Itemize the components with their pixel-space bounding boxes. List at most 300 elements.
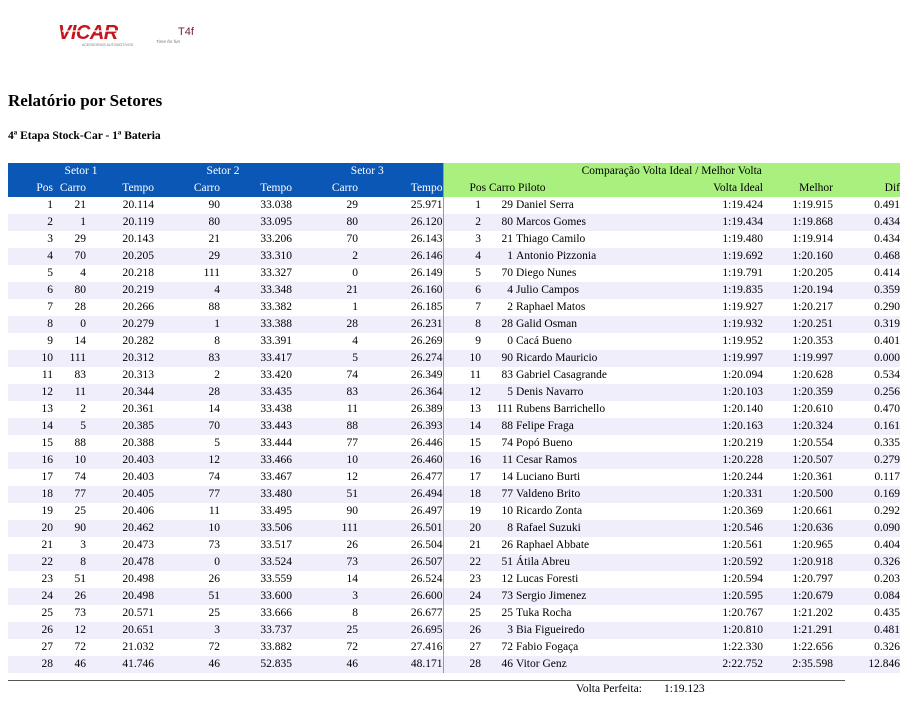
cell-dif: 0.404 bbox=[874, 539, 900, 551]
cell-cmp-carro: 21 bbox=[501, 233, 513, 245]
cell-melhor: 1:20.500 bbox=[763, 486, 833, 503]
cell-volta-ideal: 1:19.692 bbox=[658, 248, 763, 265]
cell-pos: 3 bbox=[47, 233, 53, 245]
cell-setor3-carro: 1 bbox=[352, 301, 358, 313]
cell-setor2-tempo: 33.206 bbox=[260, 233, 292, 245]
cell-cmp-carro: 10 bbox=[501, 505, 513, 517]
cell-setor1-tempo: 20.462 bbox=[86, 520, 154, 537]
cell-cmp-pos: 7 bbox=[443, 299, 481, 316]
table-row bbox=[8, 197, 900, 214]
col-melhor: Melhor bbox=[763, 180, 833, 197]
cell-cmp-piloto: Cesar Ramos bbox=[513, 452, 658, 469]
cell-pos: 14 bbox=[8, 418, 53, 435]
cell-cmp-carro: 28 bbox=[481, 316, 513, 333]
cell-melhor: 1:19.868 bbox=[763, 214, 833, 231]
cell-volta-ideal: 1:19.835 bbox=[658, 282, 763, 299]
svg-text:ACESSORIOS AUTOMOTIVOS: ACESSORIOS AUTOMOTIVOS bbox=[82, 43, 134, 47]
cell-setor2-carro: 46 bbox=[154, 656, 220, 673]
cell-setor1-carro: 25 bbox=[74, 505, 86, 517]
cell-setor1-carro: 73 bbox=[74, 607, 86, 619]
cell-setor3-tempo: 26.149 bbox=[410, 267, 443, 279]
cell-setor1-tempo: 20.405 bbox=[86, 486, 154, 503]
cell-volta-ideal: 1:19.927 bbox=[722, 301, 763, 313]
cell-setor3-carro: 0 bbox=[352, 267, 358, 279]
cell-cmp-piloto: Rubens Barrichello bbox=[516, 403, 606, 415]
cell-cmp-carro: 90 bbox=[481, 350, 513, 367]
cell-cmp-carro: 72 bbox=[501, 641, 513, 653]
cell-setor1-carro: 77 bbox=[53, 486, 86, 503]
cell-dif: 0.319 bbox=[833, 316, 900, 333]
cell-dif: 0.491 bbox=[874, 199, 900, 211]
cell-setor3-tempo: 26.460 bbox=[358, 452, 443, 469]
cell-setor3-carro: 12 bbox=[346, 471, 358, 483]
table-row bbox=[8, 316, 900, 333]
cell-cmp-carro: 73 bbox=[481, 588, 513, 605]
cell-setor2-tempo: 33.382 bbox=[260, 301, 292, 313]
cell-setor3-carro: 83 bbox=[292, 384, 358, 401]
cell-cmp-pos: 23 bbox=[443, 571, 481, 588]
cell-cmp-pos: 12 bbox=[443, 384, 481, 401]
cell-volta-ideal: 1:19.480 bbox=[722, 233, 763, 245]
cell-volta-ideal: 1:20.094 bbox=[722, 369, 763, 381]
cell-volta-ideal: 1:20.595 bbox=[658, 588, 763, 605]
cell-setor1-tempo: 20.498 bbox=[86, 588, 154, 605]
cell-setor3-tempo: 26.364 bbox=[358, 384, 443, 401]
cell-cmp-piloto: Galid Osman bbox=[513, 316, 658, 333]
cell-setor3-tempo: 26.501 bbox=[358, 520, 443, 537]
cell-cmp-carro: 70 bbox=[501, 267, 513, 279]
cell-dif: 0.090 bbox=[833, 520, 900, 537]
table-row bbox=[8, 469, 900, 486]
cell-setor2-tempo: 33.435 bbox=[220, 384, 292, 401]
cell-cmp-piloto: Gabriel Casagrande bbox=[516, 369, 608, 381]
column-header-row bbox=[8, 180, 900, 197]
setor2-header: Setor 2 bbox=[154, 163, 292, 180]
cell-cmp-pos: 9 bbox=[443, 333, 481, 350]
cell-volta-ideal: 1:20.592 bbox=[658, 554, 763, 571]
cell-cmp-piloto: Átila Abreu bbox=[513, 554, 658, 571]
cell-setor1-carro: 1 bbox=[53, 214, 86, 231]
cell-melhor: 1:20.205 bbox=[792, 267, 833, 279]
cell-cmp-pos: 27 bbox=[443, 639, 481, 656]
cell-setor1-tempo: 20.312 bbox=[86, 350, 154, 367]
cell-cmp-pos: 8 bbox=[443, 316, 481, 333]
cell-dif: 0.203 bbox=[874, 573, 900, 585]
cell-melhor: 1:20.251 bbox=[763, 316, 833, 333]
cell-cmp-pos: 28 bbox=[443, 656, 481, 673]
cell-cmp-piloto: Raphael Matos bbox=[516, 301, 586, 313]
cell-volta-ideal: 1:20.546 bbox=[658, 520, 763, 537]
cell-pos: 15 bbox=[41, 437, 53, 449]
cell-pos: 27 bbox=[41, 641, 53, 653]
cell-setor3-tempo: 26.274 bbox=[358, 350, 443, 367]
cell-setor3-tempo: 26.504 bbox=[410, 539, 443, 551]
col-carro3: Carro bbox=[292, 180, 358, 197]
cell-volta-ideal: 1:20.219 bbox=[722, 437, 763, 449]
cell-cmp-carro: 4 bbox=[481, 282, 513, 299]
cell-pos: 21 bbox=[41, 539, 53, 551]
cell-dif: 0.481 bbox=[833, 622, 900, 639]
cell-dif: 0.169 bbox=[833, 486, 900, 503]
cell-cmp-pos: 18 bbox=[443, 486, 481, 503]
cell-pos: 17 bbox=[41, 471, 53, 483]
cell-volta-ideal: 1:20.810 bbox=[658, 622, 763, 639]
cell-cmp-carro: 111 bbox=[496, 403, 513, 415]
table-row bbox=[8, 384, 900, 401]
cell-setor3-tempo: 26.524 bbox=[410, 573, 443, 585]
cell-pos: 26 bbox=[8, 622, 53, 639]
cell-pos: 19 bbox=[41, 505, 53, 517]
cell-setor1-carro: 80 bbox=[53, 282, 86, 299]
cell-cmp-carro: 88 bbox=[481, 418, 513, 435]
cell-setor3-tempo: 48.171 bbox=[358, 656, 443, 673]
cell-setor1-tempo: 20.218 bbox=[122, 267, 154, 279]
cell-dif: 0.117 bbox=[874, 471, 900, 483]
cell-cmp-piloto: Thiago Camilo bbox=[516, 233, 586, 245]
table-row bbox=[8, 503, 900, 520]
cell-melhor: 1:19.914 bbox=[792, 233, 833, 245]
cell-setor2-carro: 90 bbox=[208, 199, 220, 211]
table-row bbox=[8, 401, 900, 418]
cell-volta-ideal: 1:20.244 bbox=[722, 471, 763, 483]
cell-cmp-pos: 2 bbox=[443, 214, 481, 231]
cell-setor2-tempo: 33.310 bbox=[220, 248, 292, 265]
cell-cmp-piloto: Diego Nunes bbox=[516, 267, 577, 279]
cell-setor2-carro: 26 bbox=[208, 573, 220, 585]
cell-setor1-carro: 8 bbox=[53, 554, 86, 571]
cell-cmp-piloto: Vitor Genz bbox=[513, 656, 658, 673]
cell-setor1-tempo: 20.344 bbox=[86, 384, 154, 401]
cell-cmp-pos: 10 bbox=[443, 350, 481, 367]
cell-dif: 0.161 bbox=[833, 418, 900, 435]
cell-cmp-carro: 1 bbox=[481, 248, 513, 265]
cell-setor1-carro: 26 bbox=[53, 588, 86, 605]
table-row bbox=[8, 418, 900, 435]
cell-cmp-carro: 3 bbox=[481, 622, 513, 639]
cell-setor2-tempo: 33.095 bbox=[220, 214, 292, 231]
cell-setor1-tempo: 20.478 bbox=[86, 554, 154, 571]
table-row bbox=[8, 588, 900, 605]
comparison-header: Comparação Volta Ideal / Melhor Volta bbox=[443, 163, 900, 180]
cell-cmp-piloto: Fabio Fogaça bbox=[516, 641, 579, 653]
cell-melhor: 1:20.361 bbox=[792, 471, 833, 483]
cell-setor2-tempo: 33.600 bbox=[220, 588, 292, 605]
cell-volta-ideal: 1:20.331 bbox=[658, 486, 763, 503]
sector-report-table bbox=[8, 163, 900, 673]
cell-cmp-pos: 4 bbox=[443, 248, 481, 265]
cell-dif: 0.414 bbox=[874, 267, 900, 279]
cell-setor1-carro: 3 bbox=[80, 539, 86, 551]
cell-melhor: 1:20.359 bbox=[763, 384, 833, 401]
cell-melhor: 2:35.598 bbox=[763, 656, 833, 673]
cell-setor2-carro: 0 bbox=[154, 554, 220, 571]
cell-cmp-pos: 15 bbox=[443, 435, 481, 452]
cell-cmp-pos: 25 bbox=[443, 605, 481, 622]
setor1-header: Setor 1 bbox=[8, 163, 154, 180]
cell-setor1-tempo: 20.403 bbox=[86, 452, 154, 469]
cell-setor1-tempo: 20.282 bbox=[122, 335, 154, 347]
cell-setor3-carro: 80 bbox=[292, 214, 358, 231]
cell-setor2-carro: 1 bbox=[154, 316, 220, 333]
cell-cmp-piloto: Valdeno Brito bbox=[513, 486, 658, 503]
cell-setor1-carro: 0 bbox=[53, 316, 86, 333]
volta-perfeita-value: 1:19.123 bbox=[664, 683, 705, 695]
table-row bbox=[8, 554, 900, 571]
cell-cmp-piloto: Antonio Pizzonia bbox=[513, 248, 658, 265]
cell-cmp-pos: 19 bbox=[443, 503, 481, 520]
cell-setor2-carro: 11 bbox=[208, 505, 220, 517]
cell-volta-ideal: 1:19.952 bbox=[722, 335, 763, 347]
cell-melhor: 1:20.160 bbox=[763, 248, 833, 265]
cell-setor1-tempo: 20.313 bbox=[122, 369, 154, 381]
cell-cmp-pos: 11 bbox=[443, 367, 481, 384]
cell-setor1-carro: 21 bbox=[74, 199, 86, 211]
cell-setor1-tempo: 20.385 bbox=[86, 418, 154, 435]
cell-setor2-carro: 4 bbox=[154, 282, 220, 299]
cell-cmp-piloto: Tuka Rocha bbox=[516, 607, 572, 619]
cell-setor3-tempo: 26.146 bbox=[358, 248, 443, 265]
cell-setor1-tempo: 20.498 bbox=[122, 573, 154, 585]
col-pos-carro-piloto: Pos Carro Piloto bbox=[443, 180, 658, 197]
cell-setor1-tempo: 20.266 bbox=[122, 301, 154, 313]
cell-setor2-carro: 3 bbox=[154, 622, 220, 639]
cell-setor2-carro: 77 bbox=[154, 486, 220, 503]
cell-cmp-carro: 25 bbox=[501, 607, 513, 619]
cell-setor3-carro: 10 bbox=[292, 452, 358, 469]
cell-setor2-carro: 74 bbox=[208, 471, 220, 483]
table-row bbox=[8, 520, 900, 537]
cell-cmp-pos: 5 bbox=[443, 265, 481, 282]
cell-cmp-pos: 20 bbox=[443, 520, 481, 537]
cell-setor2-tempo: 33.737 bbox=[220, 622, 292, 639]
cell-setor2-tempo: 33.444 bbox=[260, 437, 292, 449]
page-subtitle: 4ª Etapa Stock-Car - 1ª Bateria bbox=[8, 130, 161, 142]
cell-cmp-pos: 21 bbox=[443, 537, 481, 554]
cell-cmp-piloto: Marcos Gomes bbox=[513, 214, 658, 231]
cell-setor3-tempo: 26.446 bbox=[410, 437, 443, 449]
cell-pos: 12 bbox=[8, 384, 53, 401]
cell-pos: 7 bbox=[47, 301, 53, 313]
cell-setor1-carro: 90 bbox=[53, 520, 86, 537]
table-row bbox=[8, 265, 900, 282]
cell-cmp-pos: 16 bbox=[443, 452, 481, 469]
cell-setor3-carro: 90 bbox=[346, 505, 358, 517]
table-row bbox=[8, 231, 900, 248]
cell-cmp-carro: 11 bbox=[481, 452, 513, 469]
vicar-logo bbox=[58, 22, 208, 48]
cell-cmp-piloto: Felipe Fraga bbox=[513, 418, 658, 435]
cell-melhor: 1:20.797 bbox=[792, 573, 833, 585]
cell-setor1-carro: 11 bbox=[53, 384, 86, 401]
cell-cmp-carro: 83 bbox=[501, 369, 513, 381]
cell-setor1-carro: 46 bbox=[53, 656, 86, 673]
cell-dif: 0.435 bbox=[874, 607, 900, 619]
cell-dif: 0.256 bbox=[833, 384, 900, 401]
cell-setor2-carro: 73 bbox=[208, 539, 220, 551]
cell-setor1-tempo: 20.651 bbox=[86, 622, 154, 639]
cell-pos: 4 bbox=[8, 248, 53, 265]
svg-text:T4f: T4f bbox=[178, 26, 194, 38]
cell-cmp-carro: 46 bbox=[481, 656, 513, 673]
cell-setor3-tempo: 26.477 bbox=[410, 471, 443, 483]
cell-cmp-piloto: Popó Bueno bbox=[516, 437, 573, 449]
cell-setor2-tempo: 33.882 bbox=[260, 641, 292, 653]
cell-cmp-carro: 14 bbox=[501, 471, 513, 483]
cell-setor3-tempo: 26.389 bbox=[410, 403, 443, 415]
cell-setor1-carro: 70 bbox=[53, 248, 86, 265]
cell-setor2-carro: 12 bbox=[154, 452, 220, 469]
cell-setor2-tempo: 33.438 bbox=[260, 403, 292, 415]
cell-setor1-tempo: 20.114 bbox=[122, 199, 154, 211]
cell-setor1-carro: 72 bbox=[74, 641, 86, 653]
cell-setor3-tempo: 26.185 bbox=[410, 301, 443, 313]
cell-cmp-carro: 51 bbox=[481, 554, 513, 571]
cell-volta-ideal: 2:22.752 bbox=[658, 656, 763, 673]
cell-volta-ideal: 1:20.103 bbox=[658, 384, 763, 401]
cell-pos: 20 bbox=[8, 520, 53, 537]
cell-volta-ideal: 1:19.424 bbox=[722, 199, 763, 211]
cell-volta-ideal: 1:20.163 bbox=[658, 418, 763, 435]
table-row bbox=[8, 656, 900, 673]
cell-melhor: 1:21.291 bbox=[763, 622, 833, 639]
cell-setor2-tempo: 33.466 bbox=[220, 452, 292, 469]
table-row bbox=[8, 299, 900, 316]
col-dif: Dif bbox=[833, 180, 900, 197]
cell-setor2-tempo: 33.391 bbox=[260, 335, 292, 347]
col-pos: Pos bbox=[8, 180, 53, 197]
cell-dif: 0.279 bbox=[833, 452, 900, 469]
cell-setor3-tempo: 27.416 bbox=[410, 641, 443, 653]
table-row bbox=[8, 605, 900, 622]
table-row bbox=[8, 214, 900, 231]
col-volta-ideal: Volta Ideal bbox=[658, 180, 763, 197]
table-row bbox=[8, 333, 900, 350]
cell-setor2-tempo: 33.666 bbox=[260, 607, 292, 619]
cell-pos: 23 bbox=[41, 573, 53, 585]
cell-dif: 0.434 bbox=[874, 233, 900, 245]
table-row bbox=[8, 486, 900, 503]
cell-setor3-carro: 5 bbox=[292, 350, 358, 367]
cell-melhor: 1:20.965 bbox=[792, 539, 833, 551]
table-bottom-rule bbox=[8, 680, 845, 681]
cell-melhor: 1:20.628 bbox=[792, 369, 833, 381]
cell-setor3-carro: 28 bbox=[292, 316, 358, 333]
cell-melhor: 1:20.507 bbox=[763, 452, 833, 469]
cell-setor3-tempo: 26.143 bbox=[410, 233, 443, 245]
cell-setor3-tempo: 26.695 bbox=[358, 622, 443, 639]
page-title: Relatório por Setores bbox=[8, 91, 163, 110]
cell-pos: 22 bbox=[8, 554, 53, 571]
cell-volta-ideal: 1:20.369 bbox=[722, 505, 763, 517]
cell-volta-ideal: 1:20.561 bbox=[722, 539, 763, 551]
cell-pos: 13 bbox=[41, 403, 53, 415]
cell-setor2-tempo: 52.835 bbox=[220, 656, 292, 673]
cell-melhor: 1:19.915 bbox=[792, 199, 833, 211]
cell-setor3-carro: 4 bbox=[352, 335, 358, 347]
cell-setor3-tempo: 26.677 bbox=[410, 607, 443, 619]
cell-setor2-tempo: 33.443 bbox=[220, 418, 292, 435]
cell-setor2-carro: 28 bbox=[154, 384, 220, 401]
table-row bbox=[8, 537, 900, 554]
cell-pos: 16 bbox=[8, 452, 53, 469]
cell-dif: 0.434 bbox=[833, 214, 900, 231]
cell-volta-ideal: 1:19.932 bbox=[658, 316, 763, 333]
cell-setor2-tempo: 33.327 bbox=[260, 267, 292, 279]
cell-setor3-carro: 26 bbox=[346, 539, 358, 551]
cell-setor1-carro: 10 bbox=[53, 452, 86, 469]
cell-cmp-piloto: Denis Navarro bbox=[513, 384, 658, 401]
cell-setor3-carro: 21 bbox=[292, 282, 358, 299]
cell-setor3-carro: 25 bbox=[292, 622, 358, 639]
cell-volta-ideal: 1:19.997 bbox=[658, 350, 763, 367]
cell-melhor: 1:20.610 bbox=[792, 403, 833, 415]
svg-text:Time for fun: Time for fun bbox=[156, 39, 180, 44]
cell-cmp-piloto: Raphael Abbate bbox=[516, 539, 590, 551]
cell-setor2-carro: 111 bbox=[203, 267, 220, 279]
cell-setor1-carro: 111 bbox=[53, 350, 86, 367]
cell-dif: 0.470 bbox=[874, 403, 900, 415]
cell-cmp-piloto: Julio Campos bbox=[513, 282, 658, 299]
cell-cmp-carro: 8 bbox=[481, 520, 513, 537]
cell-cmp-piloto: Lucas Foresti bbox=[516, 573, 579, 585]
cell-melhor: 1:20.324 bbox=[763, 418, 833, 435]
cell-cmp-carro: 12 bbox=[501, 573, 513, 585]
cell-volta-ideal: 1:22.330 bbox=[722, 641, 763, 653]
cell-setor2-carro: 70 bbox=[154, 418, 220, 435]
cell-setor3-carro: 74 bbox=[346, 369, 358, 381]
cell-setor2-tempo: 33.420 bbox=[260, 369, 292, 381]
cell-volta-ideal: 1:20.228 bbox=[658, 452, 763, 469]
cell-melhor: 1:22.656 bbox=[792, 641, 833, 653]
cell-setor1-carro: 83 bbox=[74, 369, 86, 381]
cell-melhor: 1:20.636 bbox=[763, 520, 833, 537]
cell-cmp-carro: 74 bbox=[501, 437, 513, 449]
cell-setor3-carro: 29 bbox=[346, 199, 358, 211]
cell-cmp-pos: 3 bbox=[443, 231, 481, 248]
cell-setor3-carro: 72 bbox=[346, 641, 358, 653]
cell-melhor: 1:20.194 bbox=[763, 282, 833, 299]
cell-cmp-pos: 17 bbox=[443, 469, 481, 486]
cell-setor3-carro: 111 bbox=[292, 520, 358, 537]
cell-volta-ideal: 1:19.791 bbox=[722, 267, 763, 279]
cell-cmp-pos: 14 bbox=[443, 418, 481, 435]
cell-volta-ideal: 1:20.140 bbox=[722, 403, 763, 415]
cell-setor1-tempo: 20.219 bbox=[86, 282, 154, 299]
cell-pos: 6 bbox=[8, 282, 53, 299]
cell-setor2-tempo: 33.506 bbox=[220, 520, 292, 537]
cell-setor2-carro: 80 bbox=[154, 214, 220, 231]
cell-volta-ideal: 1:20.594 bbox=[722, 573, 763, 585]
cell-cmp-piloto: Bia Figueiredo bbox=[513, 622, 658, 639]
col-tempo2: Tempo bbox=[220, 180, 292, 197]
cell-setor3-tempo: 26.600 bbox=[358, 588, 443, 605]
cell-setor1-tempo: 20.473 bbox=[122, 539, 154, 551]
cell-dif: 0.326 bbox=[833, 554, 900, 571]
cell-cmp-piloto: Daniel Serra bbox=[516, 199, 574, 211]
cell-setor1-tempo: 20.279 bbox=[86, 316, 154, 333]
cell-cmp-carro: 80 bbox=[481, 214, 513, 231]
cell-setor1-tempo: 20.406 bbox=[122, 505, 154, 517]
cell-pos: 18 bbox=[8, 486, 53, 503]
cell-cmp-piloto: Sergio Jimenez bbox=[513, 588, 658, 605]
cell-setor3-tempo: 26.269 bbox=[410, 335, 443, 347]
table-row bbox=[8, 282, 900, 299]
cell-setor2-tempo: 33.480 bbox=[220, 486, 292, 503]
cell-setor1-tempo: 20.119 bbox=[86, 214, 154, 231]
cell-melhor: 1:21.202 bbox=[792, 607, 833, 619]
cell-setor1-carro: 51 bbox=[74, 573, 86, 585]
cell-setor2-carro: 88 bbox=[208, 301, 220, 313]
